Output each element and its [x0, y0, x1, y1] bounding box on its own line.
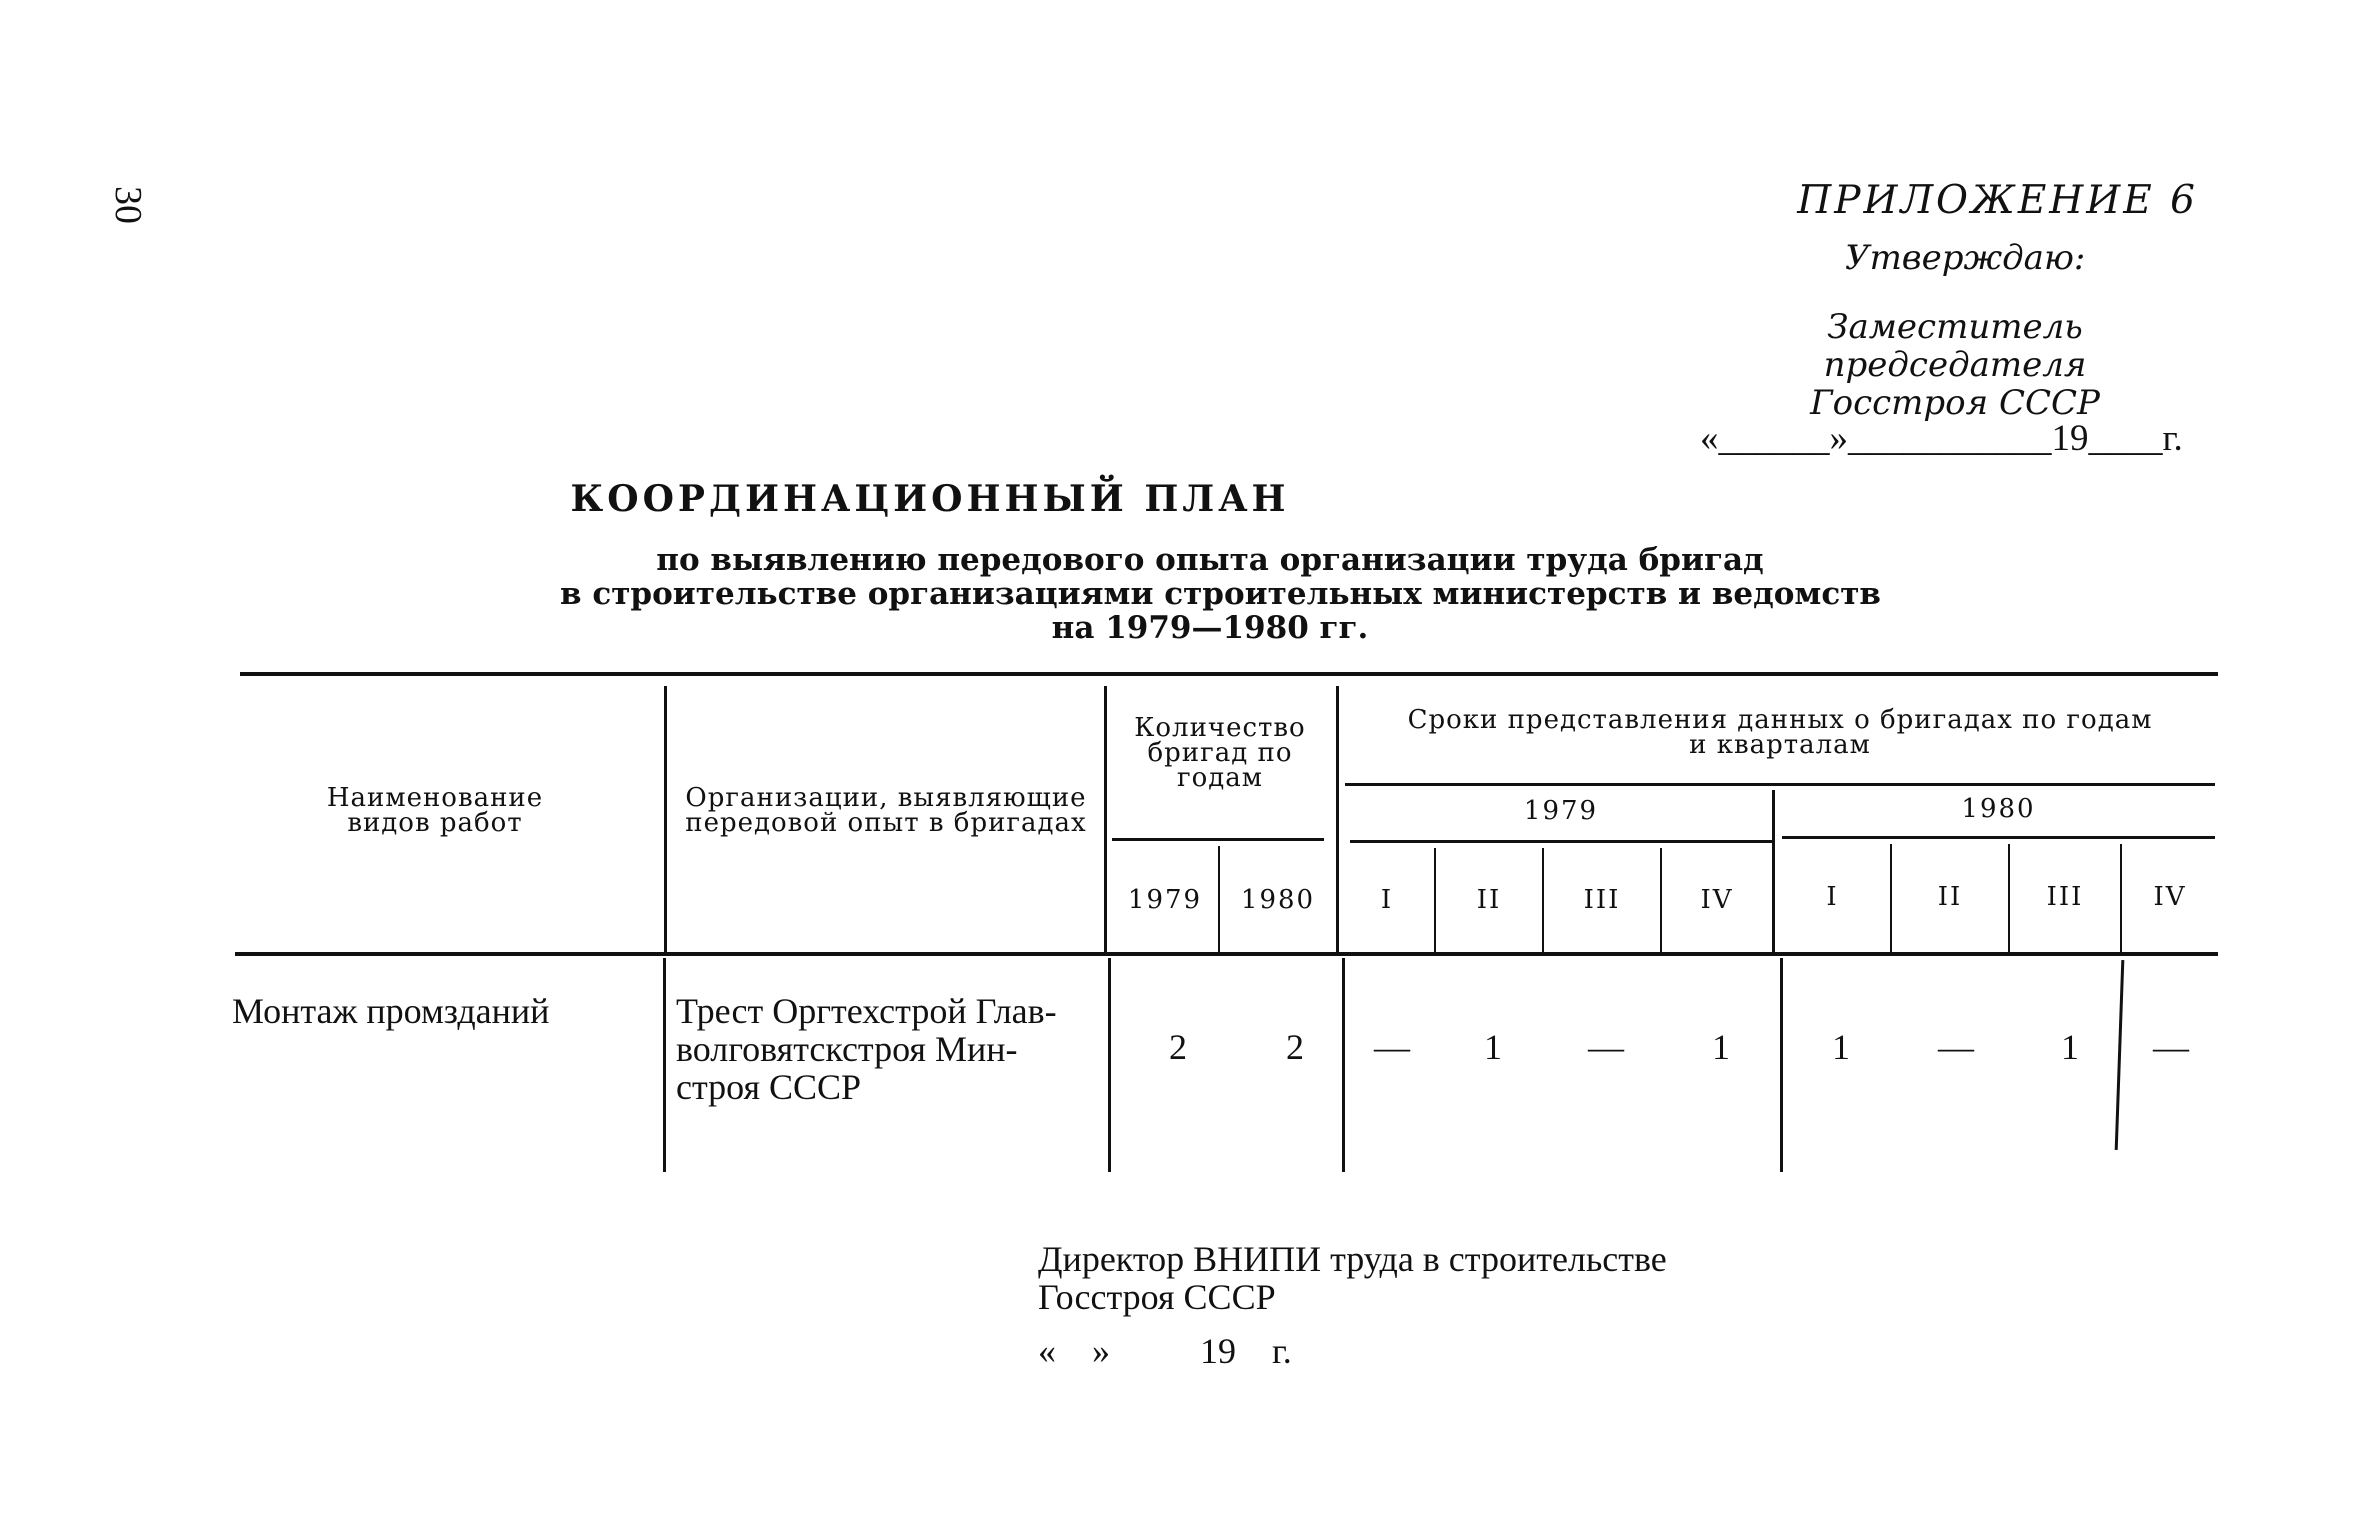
- director-date-line: « » 19 г.: [1038, 1331, 1292, 1371]
- header-organizations: Организации, выявляющие передовой опыт в бригадах: [685, 783, 1087, 838]
- document-title: КООРДИНАЦИОННЫЙ ПЛАН: [570, 478, 1290, 520]
- header-1979-q1: I: [1380, 885, 1394, 915]
- col-divider-years: [1772, 790, 1775, 952]
- row-count-1980: 2: [1286, 1027, 1304, 1067]
- row-1980-q4: —: [2153, 1027, 2189, 1067]
- count-subheader-rule: [1112, 838, 1324, 841]
- header-1979-q3: III: [1583, 885, 1621, 915]
- row-1980-q3: 1: [2061, 1027, 2079, 1067]
- body-divider-years: [1780, 958, 1783, 1172]
- document-subtitle: [560, 542, 1881, 646]
- header-1980-q1: I: [1826, 882, 1839, 912]
- approve-label: Утверждаю:: [1845, 238, 2086, 278]
- header-submission-terms: Сроки представления данных о бригадах по годам и кварталам: [1407, 705, 2153, 760]
- body-divider-org: [1108, 958, 1111, 1172]
- year-1980-rule: [1782, 836, 2215, 839]
- header-year-1979: 1979: [1523, 796, 1599, 826]
- header-1979-q2: II: [1476, 885, 1502, 915]
- row-1979-q3: —: [1588, 1027, 1624, 1067]
- approver-title: [1720, 308, 2190, 422]
- director-line-2: Госстроя СССР: [1038, 1277, 1276, 1317]
- approval-date-line: «______»___________19____г.: [1700, 418, 2183, 459]
- director-signature: [1038, 1240, 1667, 1316]
- subtitle-line-1: по выявлению передового опыта организации труда бригад: [656, 542, 1764, 578]
- row-1979-q4: 1: [1712, 1027, 1730, 1067]
- table-top-rule: [240, 672, 2218, 676]
- header-1979-q4: IV: [1700, 885, 1734, 915]
- subtitle-line-3: на 1979—1980 гг.: [1051, 610, 1369, 646]
- header-brigade-count: Количество бригад по годам: [1134, 713, 1306, 793]
- row-organization-line-3: строя СССР: [676, 1067, 862, 1107]
- col-divider-count: [1336, 686, 1339, 952]
- header-work-type: Наименование видов работ: [326, 783, 544, 838]
- row-1979-q1: —: [1374, 1027, 1410, 1067]
- appendix-label: ПРИЛОЖЕНИЕ 6: [1797, 178, 2198, 223]
- row-work-type: Монтаж промзданий: [232, 991, 550, 1031]
- row-organization-line-1: Трест Оргтехстрой Глав-: [676, 991, 1057, 1031]
- header-count-year-1980: 1980: [1240, 885, 1316, 915]
- director-line-1: Директор ВНИПИ труда в строительстве: [1038, 1239, 1667, 1279]
- header-1980-q4: IV: [2153, 882, 2187, 912]
- row-count-1979: 2: [1169, 1027, 1187, 1067]
- table-header-bottom-rule: [235, 952, 2218, 956]
- header-1980-q3: III: [2046, 882, 2084, 912]
- header-count-year-1979: 1979: [1127, 885, 1203, 915]
- approver-line-1: Заместитель председателя: [1823, 307, 2087, 385]
- body-divider-work: [663, 958, 666, 1172]
- row-organization: [676, 992, 1106, 1106]
- row-1980-q2: —: [1938, 1027, 1974, 1067]
- row-1980-q1: 1: [1832, 1027, 1850, 1067]
- subtitle-line-2: в строительстве организациями строительных министерств и ведомств: [560, 576, 1881, 612]
- col-divider-org: [1104, 686, 1107, 952]
- year-1979-rule: [1350, 840, 1772, 843]
- row-1979-q2: 1: [1484, 1027, 1502, 1067]
- terms-subheader-rule: [1345, 783, 2215, 786]
- header-1980-q2: II: [1937, 882, 1963, 912]
- header-year-1980: 1980: [1961, 794, 2036, 824]
- approver-line-2: Госстроя СССР: [1810, 383, 2100, 423]
- page-number: 30: [107, 186, 149, 224]
- col-divider-work: [664, 686, 667, 952]
- row-organization-line-2: волговятскстроя Мин-: [676, 1029, 1018, 1069]
